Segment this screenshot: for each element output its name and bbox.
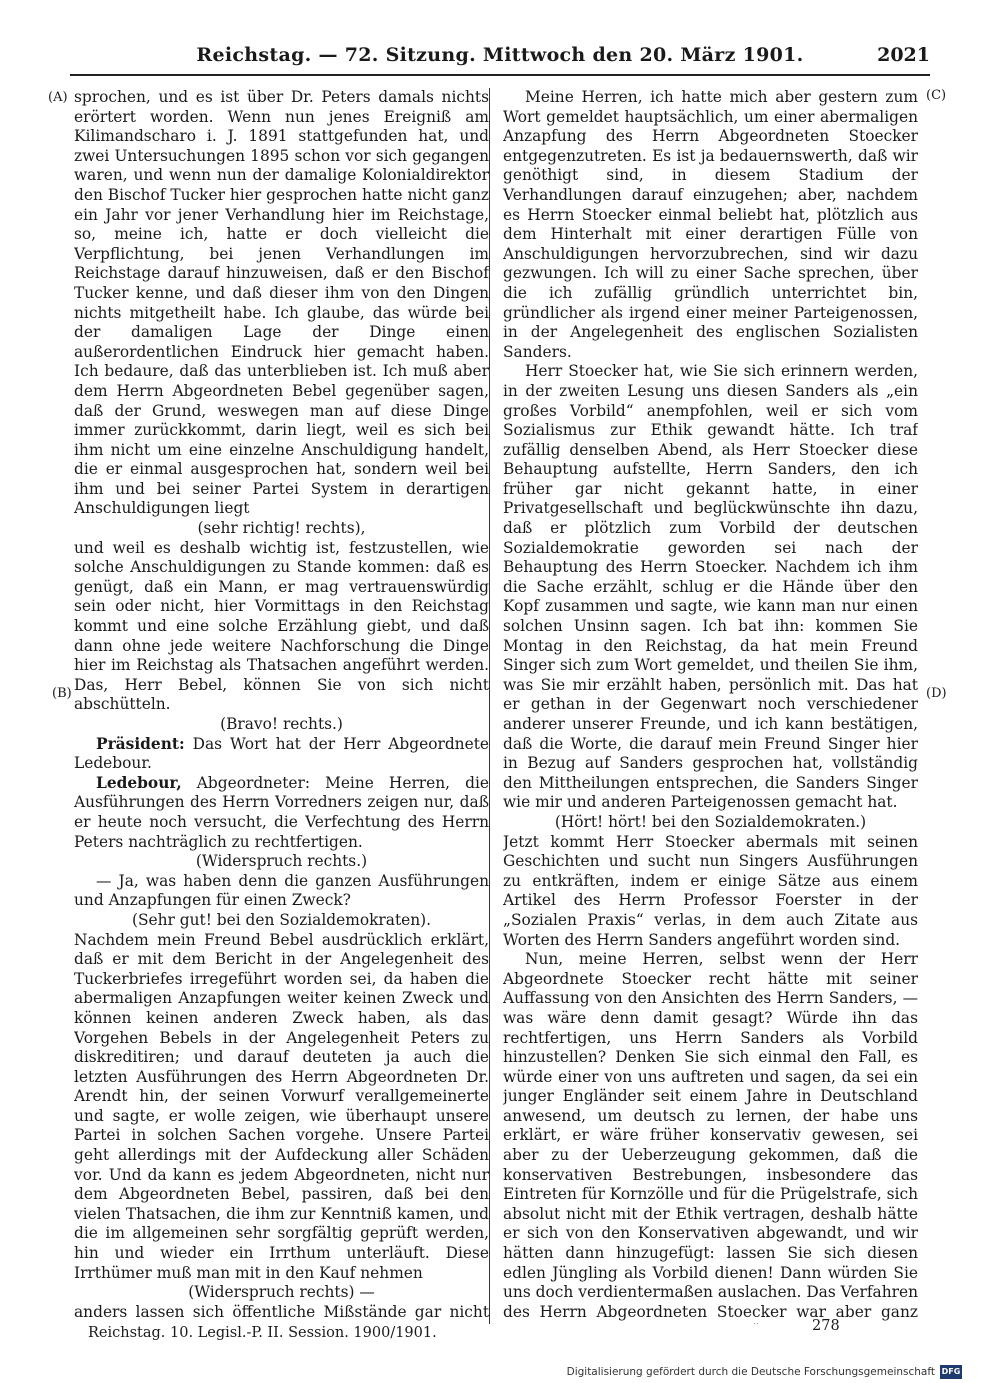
paragraph-text: (sehr richtig! rechts),	[197, 519, 366, 538]
speaker-name: Präsident:	[96, 734, 185, 753]
right-text-column	[503, 88, 918, 1324]
paragraph-text: Abgeordneter: Meine Herren, die Ausführungen des Herrn Vorredners zeigen nur, daß er heute noch versucht, die Verfechtung des Herrn Peters nachträglich zu rechtfertigen.	[74, 773, 489, 851]
paragraph-text: — Ja, was haben denn die ganzen Ausführungen und Anzapfungen für einen Zweck?	[74, 871, 489, 910]
interjection	[74, 911, 489, 931]
margin-marker-c: (C)	[926, 88, 947, 103]
paragraph	[74, 931, 489, 1284]
paragraph	[74, 872, 489, 911]
paragraph-text: (Sehr gut! bei den Sozialdemokraten).	[131, 910, 432, 929]
paragraph-text: Nachdem mein Freund Bebel ausdrücklich erklärt, daß er mit dem Bericht in der Angelegenheit des Tuckerbriefes irregeführt worden sei, da haben die abermaligen Anzapfungen weiter keinen Zweck und können keinen anderen Zweck haben, als das Vorgehen Bebels in der Angelegenheit Peters zu diskreditiren; und darauf deuteten ja auch die letzten Ausführungen des Herrn Abgeordneten Dr. Arendt hin, der seinen Vorwurf verallgemeinerte und sagte, er wolle zeigen, wie überhaupt unsere Partei in solchen Sachen vorgehe. Unsere Partei geht allerdings mit der Aufdeckung aller Schäden vor. Und da kann es jedem Abgeordneten, nicht nur dem Abgeordneten Bebel, passiren, daß bei den vielen Thatsachen, die ihm zur Kenntniß kamen, und die im allgemeinen sehr sorgfältig geprüft werden, hin und wieder ein Irrthum unterläuft. Diese Irrthümer muß man mit in den Kauf nehmen	[74, 930, 489, 1282]
footer-sheet-number: 278	[812, 1318, 840, 1334]
column-divider	[489, 88, 490, 1324]
paragraph-text: sprochen, und es ist über Dr. Peters damals nichts erörtert worden. Wenn nun jenes Ereigniß am Kilimandscharo i. J. 1891 stattgefunden hat, und zwei Untersuchungen 1895 schon vor sich gegangen waren, und wenn nun der damalige Kolonialdirektor den Bischof Tucker hier gesprochen hatte nicht ganz ein Jahr vor jener Verhandlung hier im Reichstage, so, meine ich, hatte er doch vielleicht die Verpflichtung, bei jenen Verhandlungen im Reichstage darauf hinzuweisen, daß er den Bischof Tucker kenne, und daß dieser ihm von den Dingen nichts mitgetheilt habe. Ich glaube, das würde bei der damaligen Lage der Dinge einen außerordentlichen Eindruck hier gemacht haben. Ich bedaure, daß das unterblieben ist. Ich muß aber dem Herrn Abgeordneten Bebel gegenüber sagen, daß der Grund, weswegen man auf diese Dinge immer zurückkommt, darin liegt, weil es sich bei ihm nicht um eine einzelne Anschuldigung handelt, die er einmal ausgesprochen hat, sondern weil bei ihm und bei seiner Partei System in derartigen Anschuldigungen liegt	[74, 88, 489, 518]
paragraph-text: anders lassen sich öffentliche Mißstände gar nicht	[74, 1302, 489, 1321]
paragraph-text: (Hört! hört! bei den Sozialdemokraten.)	[554, 812, 867, 831]
paragraph	[503, 362, 918, 813]
margin-marker-b: (B)	[52, 686, 72, 701]
paragraph	[503, 88, 918, 362]
paragraph	[503, 950, 918, 1324]
credit-text: Digitalisierung gefördert durch die Deutsche Forschungsgemeinschaft	[566, 1366, 935, 1378]
paragraph-text: (Widerspruch rechts.)	[195, 852, 368, 871]
margin-marker-d: (D)	[926, 686, 947, 701]
paragraph-text: (Bravo! rechts.)	[220, 715, 343, 733]
interjection	[74, 852, 489, 872]
footer-session-info: Reichstag. 10. Legisl.-P. II. Session. 1900/1901.	[88, 1325, 437, 1341]
page-header	[70, 40, 930, 76]
interjection	[503, 813, 918, 833]
paragraph-text: Das Wort hat der Herr Abgeordnete Ledebour.	[74, 734, 489, 773]
digitization-credit	[567, 1364, 962, 1380]
interjection	[74, 1283, 489, 1303]
speaker-name: Ledebour,	[96, 773, 182, 792]
paragraph-text: Meine Herren, ich hatte mich aber gestern zum Wort gemeldet hauptsächlich, um einer abermaligen Anzapfung des Herrn Abgeordneten Stoecker entgegenzutreten. Es ist ja bedauernswerth, daß wir genöthigt sind, in diesem Stadium der Verhandlungen darauf einzugehen; aber, nachdem es Herrn Stoecker einmal beliebt hat, plötzlich aus dem Hinterhalt mit einer derartigen Fülle von Anschuldigungen hervorzubrechen, sind wir dazu gezwungen. Ich will zu einer Sache sprechen, über die ich zufällig gründlich unterrichtet bin, gründlicher als irgend einer meiner Parteigenossen, in der Angelegenheit des englischen Sozialisten Sanders.	[503, 88, 918, 361]
paragraph-text: Herr Stoecker hat, wie Sie sich erinnern werden, in der zweiten Lesung uns diesen Sanders als „ein großes Vorbild“ anempfohlen, weil er sich vom Sozialismus zur Ethik gewandt hätte. Ich traf zufällig denselben Abend, als Herr Stoecker diese Behauptung aufstellte, Herrn Sanders, den ich früher gar nicht gekannt hatte, in einer Privatgesellschaft und beglückwünschte ihn dazu, daß er plötzlich zum Vorbild der deutschen Sozialdemokratie geworden sei nach der Behauptung des Herrn Stoecker. Nachdem ich ihm die Sache erzählt, schlug er die Hände über den Kopf zusammen und sagte, wie kann man nur einen solchen Unsinn sagen. Ich bat ihn: kommen Sie Montag in den Reichstag, da hat mein Freund Singer sich zum Wort gemeldet, und theilen Sie ihm, was Sie mir erzählt haben, persönlich mit. Das hat er gethan in der Gegenwart noch verschiedener anderer unserer Freunde, und ich kann bestätigen, daß die Worte, die darauf mein Freund Singer hier in Bezug auf Sanders gesprochen hat, vollständig den Mittheilungen entsprechen, die Sanders Singer wie mir und anderen Parteigenossen gemacht hat.	[503, 362, 918, 812]
interjection	[74, 519, 489, 539]
paragraph	[503, 833, 918, 951]
paragraph-text: Nun, meine Herren, selbst wenn der Herr Abgeordnete Stoecker recht hätte mit seiner Auffassung von den Ansichten des Herrn Sanders, — was wäre denn damit gesagt? Würde ihn das rechtfertigen, uns Herrn Sanders als Vorbild hinzustellen? Denken Sie sich einmal den Fall, es würde einer von uns auftreten und sagen, da sei ein junger Engländer seit einem Jahre in Deutschland anwesend, um deutsch zu lernen, der habe uns erklärt, er wäre früher konservativ gewesen, sei aber zu der Ueberzeugung gekommen, daß die konservativen Bestrebungen, insbesondere das Eintreten für Kornzölle und für die Prügelstrafe, sich absolut nicht mit der Ethik vertragen, deshalb hätte er sich von den Konservativen abgewandt, und wir hätten dann hinzugefügt: lassen Sie sich diesen edlen Jüngling als Vorbild dienen! Dann würden Sie uns doch verdientermaßen auslachen. Das Verfahren des Herrn Abgeordneten Stoecker war aber ganz	[503, 950, 918, 1321]
paragraph-text: Jetzt kommt Herr Stoecker abermals mit seinen Geschichten und sucht nun Singers Ausführungen zu entkräften, indem er einige Sätze aus einem Artikel des Herrn Professor Foerster in der „Sozialen Praxis“ verlas, in dem auch Zitate aus Worten des Herrn Sanders angeführt worden sind.	[503, 832, 918, 949]
margin-marker-a: (A)	[48, 90, 68, 105]
paragraph	[74, 1303, 489, 1324]
paragraph	[74, 735, 489, 774]
paragraph	[74, 539, 489, 715]
paragraph	[74, 88, 489, 519]
paragraph-text: und weil es deshalb wichtig ist, festzustellen, wie solche Anschuldigungen zu Stande kommen: daß es genügt, daß ein Mann, er mag vertrauenswürdig sein oder nicht, hier Vormittags in den Reichstag kommt und eine solche Erzählung giebt, und daß dann ohne jede weitere Nachforschung die Dinge hier im Reichstag als Thatsachen angeführt werden. Das, Herr Bebel, können Sie von sich nicht abschütteln.	[74, 538, 489, 714]
page-number: 2021	[877, 44, 930, 66]
interjection	[74, 715, 489, 735]
paragraph-text: (Widerspruch rechts) —	[188, 1283, 375, 1302]
left-text-column	[74, 88, 489, 1324]
paragraph	[74, 774, 489, 852]
header-title: Reichstag. — 72. Sitzung. Mittwoch den 20. März 1901.	[196, 44, 804, 66]
dfg-logo-icon: DFG	[940, 1365, 962, 1379]
